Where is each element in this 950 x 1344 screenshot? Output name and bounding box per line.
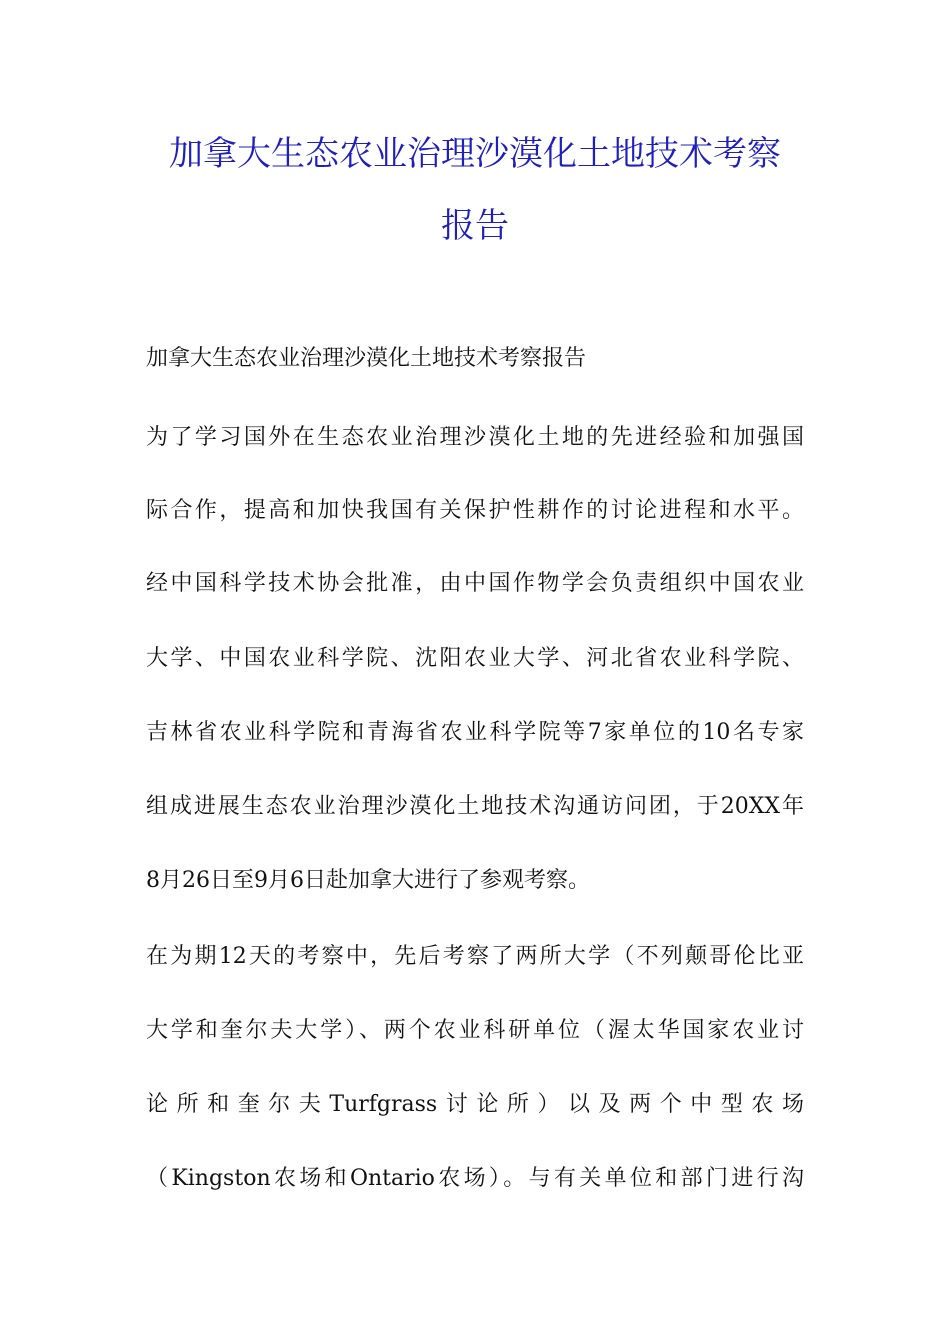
paragraph-2-line-5: 8月26日至9月6日赴加拿大进行了参观考察。 xyxy=(146,868,590,893)
document-title-line-2: 报告 xyxy=(441,206,509,246)
paragraph-3-line-1: 在为期12天的考察中，先后考察了两所大学（不列颠哥伦比亚 xyxy=(146,944,804,969)
paragraph-2-line-1: 经中国科学技术协会批准，由中国作物学会负责组织中国农业 xyxy=(146,571,804,596)
subtitle-line: 加拿大生态农业治理沙漠化土地技术考察报告 xyxy=(146,346,587,371)
paragraph-2-line-3: 吉林省农业科学院和青海省农业科学院等7家单位的10名专家 xyxy=(146,720,804,745)
paragraph-3-line-3: 论所和奎尔夫Turfgrass讨论所）以及两个中型农场 xyxy=(146,1092,804,1117)
document-title-line-1: 加拿大生态农业治理沙漠化土地技术考察 xyxy=(169,134,781,174)
paragraph-2-line-4: 组成进展生态农业治理沙漠化土地技术沟通访问团，于20XX年 xyxy=(146,794,804,819)
paragraph-3-line-4: （Kingston农场和Ontario农场）。与有关单位和部门进行沟 xyxy=(146,1166,804,1191)
paragraph-2-line-2: 大学、中国农业科学院、沈阳农业大学、河北省农业科学院、 xyxy=(146,646,804,671)
paragraph-1-line-2: 际合作，提高和加快我国有关保护性耕作的讨论进程和水平。 xyxy=(146,498,804,523)
paragraph-1-line-1: 为了学习国外在生态农业治理沙漠化土地的先进经验和加强国 xyxy=(146,425,804,450)
paragraph-3-line-2: 大学和奎尔夫大学）、两个农业科研单位（渥太华国家农业讨 xyxy=(146,1018,804,1043)
